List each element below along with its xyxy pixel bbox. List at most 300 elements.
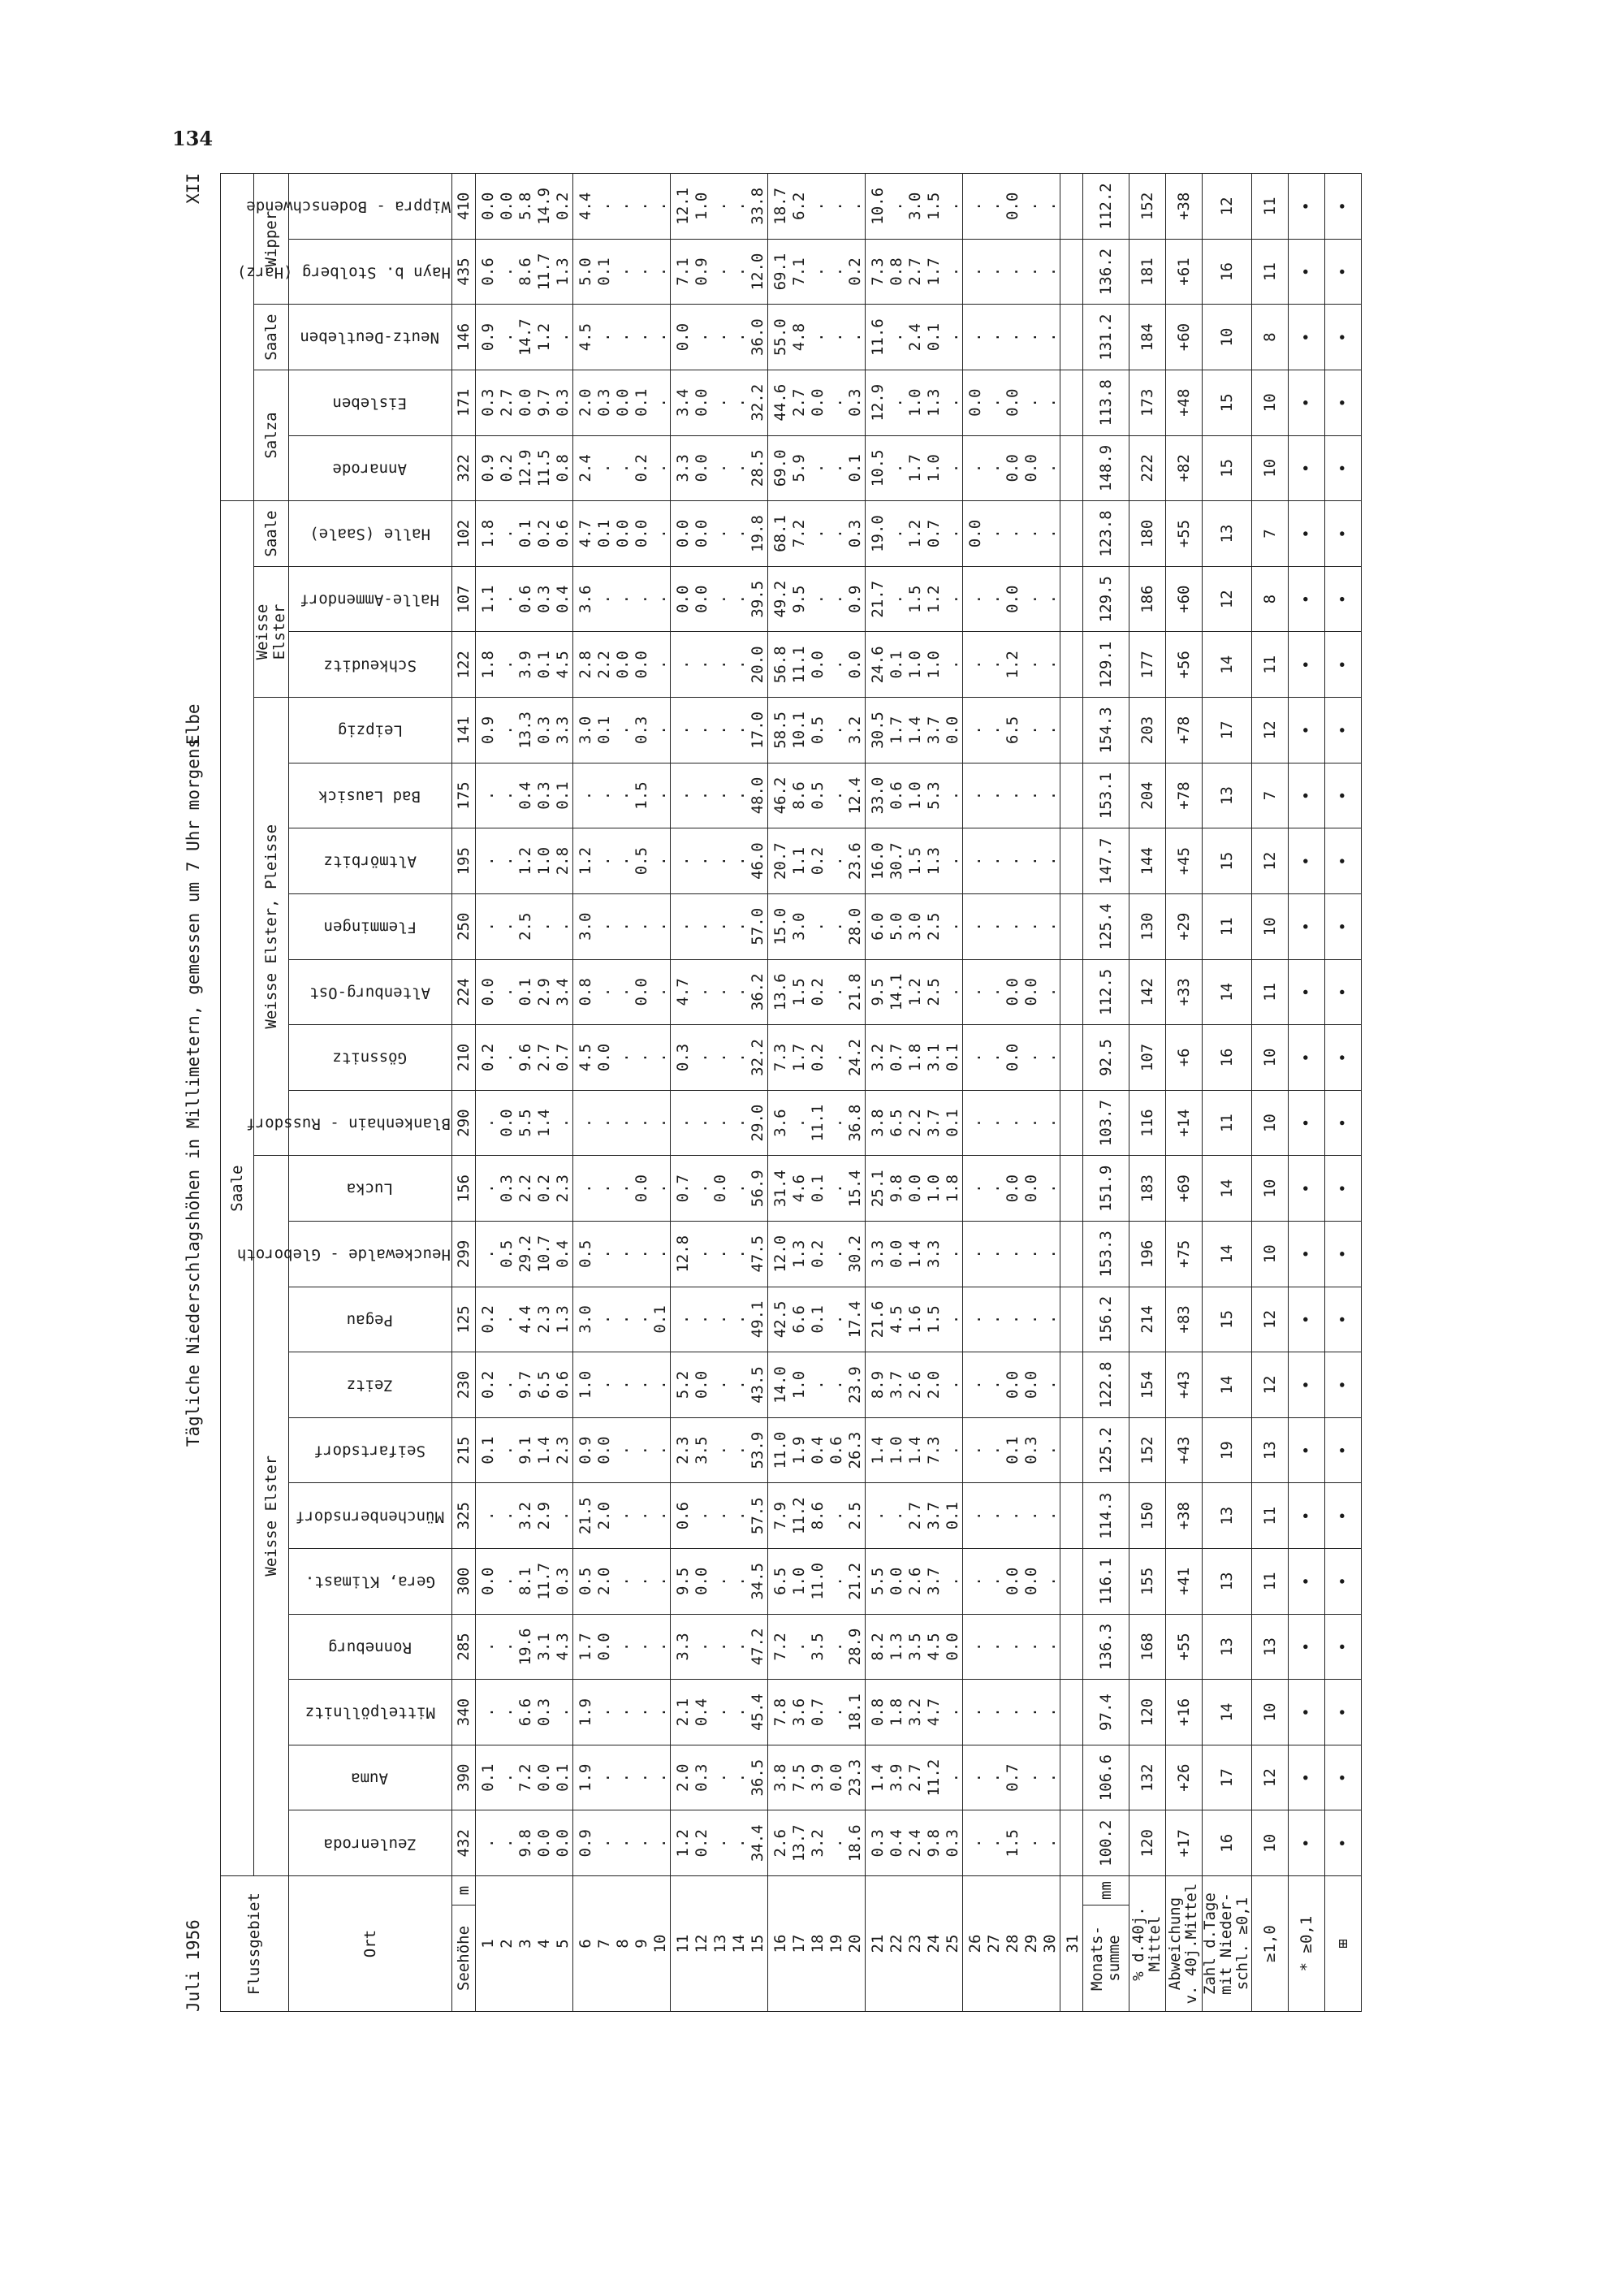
daily-value: 2.7 [905,257,924,286]
pct-of-mean: 152 [1129,174,1165,240]
daily-value: 19.8 [748,515,767,552]
daily-values-cell [475,698,572,763]
daily-value: . [497,1314,516,1325]
daily-value: . [827,660,845,670]
daily-value [1064,1352,1082,1417]
daily-value: . [710,725,729,735]
daily-value: . [553,332,572,342]
pct-of-mean: 186 [1129,566,1165,632]
daily-value: 0.0 [710,1174,729,1203]
daily-value: . [594,1118,613,1128]
daily-value [1064,1156,1082,1221]
daily-value: . [1021,1511,1040,1520]
daily-value: 47.5 [748,1235,767,1273]
daily-value: 0.2 [478,1370,497,1399]
daily-value: 23.6 [845,842,864,880]
deviation: +60 [1165,305,1202,370]
daily-value: . [887,594,905,604]
daily-value: . [1040,529,1059,539]
daily-value: 6.2 [789,192,808,221]
daily-value: 0.0 [673,519,692,548]
daily-value: 0.0 [845,651,864,679]
monthly-sum: 153.1 [1082,763,1129,828]
station-elevation: 175 [451,763,475,828]
daily-values-cell [865,1483,962,1549]
daily-value: 1.8 [478,519,497,548]
daily-value: 0.0 [1021,978,1040,1006]
daily-value: 1.0 [692,192,710,221]
daily-values-cell [962,435,1060,501]
daily-values-cell [1060,1614,1082,1680]
daily-value [1064,1810,1082,1875]
daily-value: 0.0 [808,651,827,679]
deviation: +29 [1165,893,1202,959]
daily-value: . [650,1445,669,1456]
daily-value: . [650,529,669,539]
pct-of-mean: 142 [1129,959,1165,1025]
daily-value: 0.1 [650,1305,669,1334]
days-ge-01: 12 [1202,174,1251,240]
daily-value: 0.0 [692,1567,710,1595]
daily-values-cell [670,763,767,828]
daily-value: . [1040,1772,1059,1783]
daily-value: . [650,1249,669,1259]
daily-value: 0.1 [594,257,613,286]
daily-value: . [965,1118,984,1128]
daily-value: . [632,332,650,342]
daily-value: 1.5 [789,978,808,1006]
station-elevation: 102 [451,501,475,567]
daily-value: . [692,725,710,735]
daily-values-cell [767,698,865,763]
daily-value: . [497,1577,516,1586]
station-elevation: 290 [451,1090,475,1156]
days-star: • [1288,1483,1324,1549]
daily-value: 0.2 [497,454,516,482]
deviation: +78 [1165,698,1202,763]
pct-of-mean: 116 [1129,1090,1165,1156]
daily-value: 11.0 [771,1431,789,1469]
daily-value: . [632,1772,650,1783]
days-ge-10: 11 [1251,1549,1288,1615]
daily-values-cell [670,1287,767,1352]
daily-value: . [984,1772,1003,1783]
daily-value: 3.9 [516,651,534,679]
daily-value: 10.5 [868,449,887,487]
daily-value [1064,1025,1082,1090]
station-elevation: 340 [451,1680,475,1745]
daily-value: 3.1 [924,1043,943,1072]
day-label: 19 [827,1934,845,1953]
daily-value: 47.2 [748,1628,767,1666]
daily-values-cell [475,305,572,370]
day-label: 20 [845,1934,864,1953]
daily-values-cell [475,1745,572,1810]
daily-values-cell [962,305,1060,370]
daily-value: 0.1 [845,454,864,482]
daily-value: 1.8 [905,1043,924,1072]
daily-value: . [673,790,692,801]
daily-value: 0.1 [808,1174,827,1203]
daily-values-cell [962,566,1060,632]
daily-values-cell [572,1352,670,1418]
daily-value: . [808,463,827,474]
daily-value: 0.0 [692,519,710,548]
daily-value: . [827,1183,845,1193]
daily-value: 3.2 [808,1829,827,1858]
daily-value: . [729,594,748,604]
daily-value: . [594,1707,613,1717]
days-grid: • [1324,239,1361,305]
daily-value: 0.1 [478,1763,497,1792]
daily-values-cell [962,1417,1060,1483]
daily-value: 0.2 [808,1043,827,1072]
monthly-sum: 125.4 [1082,893,1129,959]
deviation: +75 [1165,1221,1202,1287]
group-saale-2: Saale [254,305,289,370]
day-label: 31 [1063,1934,1082,1953]
daily-value: . [943,922,961,932]
ort-label: Ort [288,1876,451,2012]
daily-value: . [650,987,669,997]
days-ge-10: 11 [1251,1483,1288,1549]
daily-value: . [613,1380,632,1390]
daily-value: . [692,1314,710,1325]
station-name: Münchenbernsdorf [288,1483,451,1549]
daily-value: 5.0 [576,257,594,286]
daily-value: 4.7 [924,1698,943,1727]
days-star: • [1288,566,1324,632]
station-elevation: 250 [451,893,475,959]
daily-values-cell [962,1221,1060,1287]
station-elevation: 300 [451,1549,475,1615]
daily-value: 14.9 [534,187,553,225]
daily-value: 4.3 [553,1633,572,1661]
daily-value: 3.0 [905,192,924,221]
daily-value: 1.5 [924,192,943,221]
daily-value: . [553,1118,572,1128]
daily-value: 3.7 [924,1502,943,1530]
daily-value: 3.6 [576,585,594,613]
daily-values-cell [572,632,670,698]
daily-values-cell [1060,632,1082,698]
daily-value: 0.0 [497,1109,516,1137]
daily-value: . [965,332,984,342]
daily-value: 23.9 [845,1366,864,1404]
daily-value: 28.0 [845,907,864,945]
daily-values-cell [865,1417,962,1483]
daily-value: . [943,987,961,997]
daily-value: 57.5 [748,1497,767,1535]
daily-value: . [984,1642,1003,1652]
daily-value: . [827,987,845,997]
daily-value: 3.5 [692,1436,710,1464]
daily-value: 0.4 [516,781,534,810]
daily-value: . [729,1314,748,1325]
daily-value: 7.2 [789,519,808,548]
station-name: Wippra - Bodenschwende [288,174,451,240]
group-weisse-elster: Weisse Elster [254,1156,289,1876]
daily-values-cell [865,828,962,894]
daily-value [1064,894,1082,959]
daily-value: 4.4 [576,192,594,221]
daily-value: 3.8 [771,1763,789,1792]
daily-value: 3.7 [924,716,943,745]
daily-value: 0.0 [1003,192,1021,221]
daily-value: . [729,1511,748,1520]
daily-value: . [478,856,497,866]
daily-value: 0.3 [534,585,553,613]
day-label: 10 [650,1934,669,1953]
daily-value: 1.0 [924,454,943,482]
pct-of-mean: 214 [1129,1287,1165,1352]
daily-value: 1.4 [534,1436,553,1464]
daily-value: 15.4 [845,1170,864,1208]
daily-value: . [650,790,669,801]
monthly-sum: 129.1 [1082,632,1129,698]
daily-value: 0.7 [553,1043,572,1072]
daily-value: 1.4 [534,1109,553,1137]
daily-value: 12.8 [673,1235,692,1273]
daily-value: . [594,790,613,801]
daily-value: 1.7 [789,1043,808,1072]
daily-value: 1.4 [905,1239,924,1268]
grid-symbol-label: ⊞ [1324,1876,1361,2012]
daily-value: . [710,1445,729,1456]
day-block-5-labels [865,1876,962,2012]
daily-value: 1.0 [905,781,924,810]
daily-value: 10.1 [789,712,808,749]
daily-value: 23.3 [845,1758,864,1797]
deviation: +48 [1165,370,1202,435]
monthly-sum: 114.3 [1082,1483,1129,1549]
daily-value: 0.0 [594,1043,613,1072]
daily-value: . [613,790,632,801]
daily-value [1064,633,1082,698]
daily-value: . [650,266,669,277]
daily-value: 3.3 [553,716,572,745]
daily-value: . [984,987,1003,997]
daily-value: . [729,266,748,277]
daily-value: 4.5 [576,1043,594,1072]
daily-value: 1.5 [924,1305,943,1334]
pct-of-mean: 203 [1129,698,1165,763]
daily-value: . [553,1511,572,1520]
daily-value: . [1040,725,1059,735]
daily-value: 0.0 [1003,585,1021,613]
daily-value: . [594,1772,613,1783]
daily-value: . [965,922,984,932]
deviation: +6 [1165,1025,1202,1091]
daily-value: . [553,1707,572,1717]
daily-value: 46.2 [771,776,789,815]
daily-value: . [710,922,729,932]
daily-value: 0.0 [1003,1370,1021,1399]
daily-values-cell [670,1221,767,1287]
daily-value [1064,567,1082,632]
station-elevation: 107 [451,566,475,632]
daily-value: . [650,1118,669,1128]
daily-values-cell [475,959,572,1025]
monthly-sum: 151.9 [1082,1156,1129,1222]
daily-value [1064,1287,1082,1352]
daily-value: . [1003,332,1021,342]
monthly-sum: 116.1 [1082,1549,1129,1615]
daily-value: . [710,1380,729,1390]
group-salza: Salza [254,370,289,500]
daily-value: 29.0 [748,1104,767,1142]
daily-value: . [729,725,748,735]
daily-values-cell [767,959,865,1025]
daily-value: 1.2 [576,846,594,876]
daily-value [1064,1745,1082,1810]
daily-value: 3.4 [673,388,692,417]
daily-value: . [1021,660,1040,670]
daily-value: 0.2 [553,192,572,221]
group-weisse-elster-pleisse: Weisse Elster, Pleisse [254,698,289,1156]
daily-value: 36.2 [748,973,767,1011]
station-elevation: 299 [451,1221,475,1287]
day-label: 17 [789,1934,808,1953]
daily-values-cell [475,1810,572,1876]
pct-of-mean: 150 [1129,1483,1165,1549]
daily-values-cell [670,305,767,370]
daily-value: 2.7 [534,1043,553,1072]
daily-value: 19.6 [516,1628,534,1666]
daily-value: . [613,266,632,277]
deviation: +14 [1165,1090,1202,1156]
days-grid: • [1324,501,1361,567]
daily-value: . [710,398,729,408]
daily-value: . [1040,1118,1059,1128]
daily-values-cell [1060,1549,1082,1615]
daily-value: 3.0 [576,1305,594,1334]
deviation: +56 [1165,632,1202,698]
daily-value: . [1040,266,1059,277]
daily-value: . [729,660,748,670]
daily-value: . [1021,529,1040,539]
daily-value: . [984,1707,1003,1717]
daily-value: 3.6 [771,1109,789,1137]
daily-value: . [613,1314,632,1325]
daily-value: 33.0 [868,776,887,815]
daily-value: . [613,1249,632,1259]
section-number: XII [184,173,203,204]
deviation: +38 [1165,174,1202,240]
daily-value: . [827,201,845,211]
daily-value: . [943,1577,961,1586]
daily-values-cell [1060,1417,1082,1483]
days-grid: • [1324,1221,1361,1287]
daily-value: 2.8 [553,846,572,876]
days-ge-01: 13 [1202,1483,1251,1549]
daily-value: . [478,1183,497,1193]
days-ge-01: 15 [1202,370,1251,435]
days-ge-01: 17 [1202,698,1251,763]
daily-values-cell [767,1680,865,1745]
day-label: 21 [868,1934,887,1953]
station-name: Annarode [288,435,451,501]
daily-value: . [613,1577,632,1586]
daily-value: 0.1 [808,1305,827,1334]
monthly-sum: 100.2 [1082,1810,1129,1876]
daily-value: 1.0 [924,1174,943,1203]
days-star: • [1288,305,1324,370]
daily-value: . [965,1838,984,1848]
daily-value: . [827,856,845,866]
page-number: 134 [172,127,214,150]
daily-value: . [1040,1577,1059,1586]
daily-value: . [984,201,1003,211]
daily-value: 1.0 [789,1567,808,1595]
daily-value: . [710,987,729,997]
daily-value: 4.5 [924,1633,943,1661]
daily-value: . [1003,1511,1021,1520]
daily-values-cell [962,1549,1060,1615]
daily-value: 2.0 [594,1567,613,1595]
daily-value: 8.6 [516,257,534,286]
daily-values-cell [767,632,865,698]
days-ge-01: 10 [1202,305,1251,370]
station-elevation: 210 [451,1025,475,1091]
daily-values-cell [670,1156,767,1222]
daily-value: 34.5 [748,1562,767,1600]
daily-value: . [827,529,845,539]
daily-value: . [965,1445,984,1456]
daily-value: 1.4 [905,716,924,745]
daily-values-cell [670,1680,767,1745]
daily-value: 36.5 [748,1758,767,1797]
daily-value: 0.1 [632,388,650,417]
daily-value: . [965,266,984,277]
daily-value: . [710,1314,729,1325]
daily-value: . [984,1183,1003,1193]
days-ge-10: 11 [1251,174,1288,240]
daily-value: 10.6 [868,187,887,225]
daily-value: . [710,463,729,474]
daily-values-cell [1060,1025,1082,1091]
daily-values-cell [865,632,962,698]
station-name: Heuckewalde - Gleboroth [288,1221,451,1287]
station-name: Schkeuditz [288,632,451,698]
daily-value: 1.0 [887,1436,905,1464]
daily-values-cell [475,1025,572,1091]
daily-value: 2.5 [924,912,943,941]
daily-value: . [632,1838,650,1848]
daily-value: . [1021,922,1040,932]
daily-value: 43.5 [748,1366,767,1404]
daily-value: 36.0 [748,318,767,357]
daily-value: 3.9 [808,1763,827,1792]
daily-value: 0.0 [534,1829,553,1858]
daily-value: . [613,201,632,211]
daily-value: . [497,660,516,670]
daily-value: . [576,1183,594,1193]
days-ge-01: 11 [1202,1090,1251,1156]
daily-value: 2.8 [576,651,594,679]
daily-value [1064,240,1082,305]
daily-value: . [650,201,669,211]
daily-value: 11.7 [534,1562,553,1600]
daily-value: . [497,332,516,342]
daily-value: . [943,463,961,474]
daily-values-cell [1060,893,1082,959]
daily-value [1064,501,1082,566]
daily-value: . [673,856,692,866]
daily-value: 1.2 [924,585,943,613]
station-name: Hayn b. Stolberg (Harz) [288,239,451,305]
monthly-sum: 136.2 [1082,239,1129,305]
